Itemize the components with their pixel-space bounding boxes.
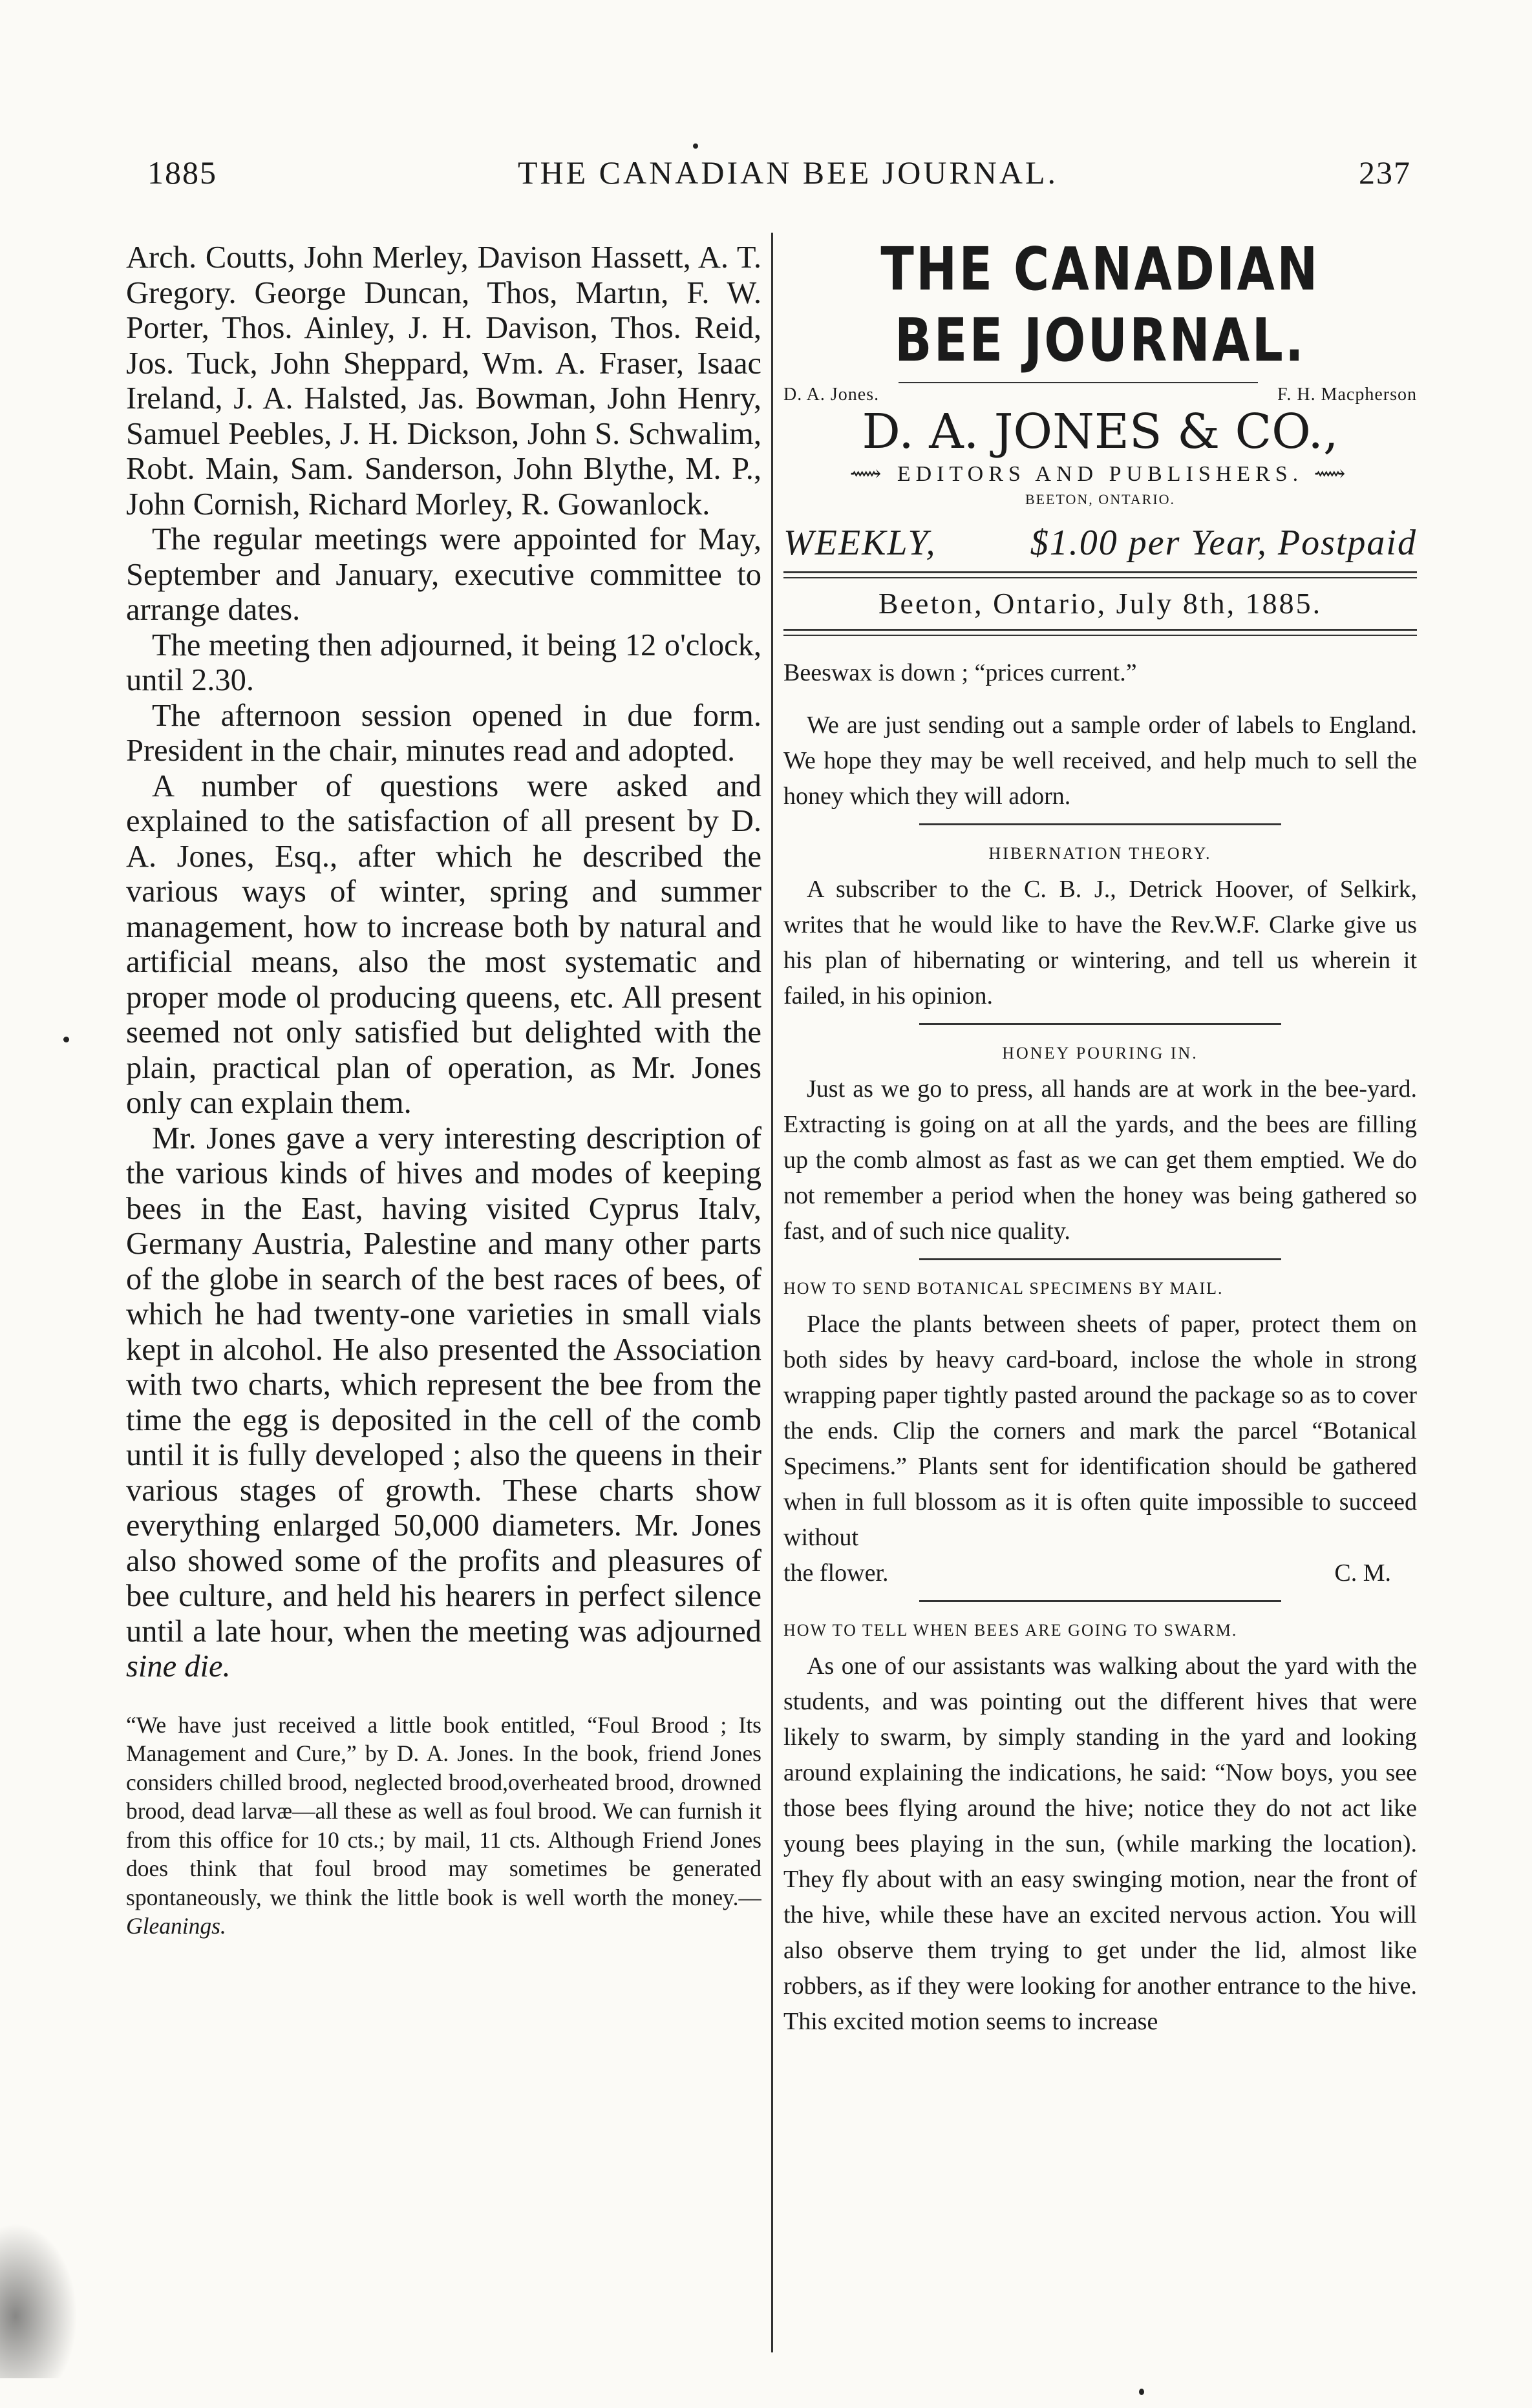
ornament-right: ⟿ bbox=[1314, 462, 1351, 486]
masthead-rule bbox=[899, 382, 1258, 383]
spacer bbox=[783, 639, 1417, 655]
botanical-heading: HOW TO SEND BOTANICAL SPECIMENS BY MAIL. bbox=[783, 1279, 1224, 1298]
section-rule bbox=[919, 1023, 1281, 1025]
botanical-body: Place the plants between sheets of paper, protect them on both sides by heavy card-board, inclose the whole in strong wrapping paper tightly pasted around the package so as to cover the ends. Clip the corners and mark the parcel “Botanical Specimens.” Plants sent for identification should be gathered when in full blossom as it is often quite impossible to succeed without bbox=[783, 1311, 1417, 1551]
botanical-last-line: the flower. bbox=[783, 1559, 889, 1587]
gleanings-quote bbox=[126, 1711, 761, 1941]
page-number: 237 bbox=[1359, 154, 1411, 191]
masthead-title: THE CANADIAN BEE JOURNAL. bbox=[880, 240, 1320, 375]
print-speck bbox=[693, 143, 698, 149]
publisher-name: D. A. JONES & CO., bbox=[862, 404, 1339, 459]
subscription-line bbox=[783, 517, 1417, 569]
running-head bbox=[147, 154, 1411, 206]
publisher-role-text: EDITORS AND PUBLISHERS. bbox=[897, 462, 1304, 486]
spacer bbox=[783, 691, 1417, 708]
adjourned-paragraph: The meeting then adjourned, it being 12 o'clock, until 2.30. bbox=[126, 628, 761, 697]
section-rule bbox=[919, 823, 1281, 825]
masthead-double-rule-bottom bbox=[783, 629, 1417, 636]
right-column bbox=[783, 240, 1417, 2367]
subscription-price: $1.00 per Year, Postpaid bbox=[1030, 523, 1417, 563]
issue-dateline: Beeton, Ontario, July 8th, 1885. bbox=[878, 587, 1323, 620]
afternoon-session-paragraph: The afternoon session opened in due form. President in the chair, minutes read and adopted. bbox=[126, 698, 761, 768]
publisher-role bbox=[783, 460, 1417, 489]
questions-paragraph: A number of questions were asked and explained to the satisfaction of all present by D. A. Jones, Esq., after which he described the various ways of winter, spring and summer management, how to increase both by natural and artificial means, also the most systematic and proper mode ol producing queens, etc. All present seemed not only satisfied but delighted with the plain, practical plan of operation, as Mr. Jones only can explain them. bbox=[126, 768, 761, 1120]
meetings-paragraph: The regular meetings were appointed for May, September and January, executive committee to arrange dates. bbox=[126, 522, 761, 627]
sine-die-italic: sine die. bbox=[126, 1649, 231, 1684]
print-speck bbox=[1139, 2389, 1144, 2395]
hibernation-heading: HIBERNATION THEORY. bbox=[988, 844, 1212, 863]
jones-description-text: Mr. Jones gave a very interesting description of the various kinds of hives and modes of keeping bees in the East, having visited Cyprus Italv, Germany Austria, Palestine and many other parts of the globe in search of the best races of bees, of which he had twenty-one varieties in small vials kept in alcohol. He also presented the Association with two charts, which represent the bee from the time the egg is deposited in the cell of the comb until it is fully developed ; also the queens in their various stages of growth. These charts show everything enlarged 50,000 diameters. Mr. Jones also showed some of the profits and pleasures of bee culture, and held his hearers in perfect silence until a late hour, when the meeting was adjourned bbox=[126, 1121, 761, 1649]
left-column bbox=[126, 240, 761, 2367]
quote-text: “We have just received a little book entitled, “Foul Brood ; Its Management and Cure,” by D. A. Jones. In the book, friend Jones considers chilled brood, neglected brood,overheated brood, drowned brood, dead larvæ—all these as well as foul brood. We can furnish it from this office for 10 cts.; by mail, 11 cts. Although Friend Jones does think that foul brood may sometimes be generated spontaneously, we think the little book is well worth the money.— bbox=[126, 1711, 761, 1910]
weekly-label: WEEKLY, bbox=[783, 523, 937, 563]
hibernation-body: A subscriber to the C. B. J., Detrick Hoover, of Selkirk, writes that he would like to have the Rev.W.F. Clarke give us his plan of hibernating or wintering, and tell us wherein it failed, in his opinion. bbox=[783, 876, 1417, 1009]
editor-right: F. H. Macpherson bbox=[1277, 384, 1417, 405]
labels-note: We are just sending out a sample order of labels to England. We hope they may be well received, and help much to sell the honey which they will adorn. bbox=[783, 712, 1417, 810]
journal-name: THE CANADIAN BEE JOURNAL. bbox=[517, 154, 1059, 191]
editor-left: D. A. Jones. bbox=[783, 384, 880, 405]
publisher-place: BEETON, ONTARIO. bbox=[1025, 491, 1176, 507]
quote-source: Gleanings. bbox=[126, 1913, 226, 1939]
beeswax-note: Beeswax is down ; “prices current.” bbox=[783, 659, 1137, 686]
swarm-heading: HOW TO TELL WHEN BEES ARE GOING TO SWARM. bbox=[783, 1621, 1238, 1640]
page-year: 1885 bbox=[147, 154, 217, 191]
column-divider bbox=[771, 233, 773, 2352]
section-rule bbox=[919, 1258, 1281, 1260]
honey-pouring-body: Just as we go to press, all hands are at work in the bee-yard. Extracting is going on at all the yards, and the bees are filling up the comb almost as fast as we can get them emptied. We do not remember a period when the honey was being gathered so fast, and of such nice quality. bbox=[783, 1075, 1417, 1245]
scan-smudge bbox=[0, 2223, 78, 2378]
masthead-double-rule-top bbox=[783, 571, 1417, 578]
honey-pouring-heading: HONEY POURING IN. bbox=[1002, 1044, 1198, 1062]
botanical-signature: C. M. bbox=[1334, 1559, 1391, 1587]
ornament-left: ⟿ bbox=[849, 462, 887, 486]
print-speck bbox=[63, 1037, 69, 1042]
botanical-signoff bbox=[783, 1556, 1417, 1591]
jones-description-paragraph bbox=[126, 1121, 761, 1685]
swarm-body: As one of our assistants was walking about the yard with the students, and was pointing out the different hives that were likely to swarm, by simply standing in the yard and looking around explaining the indications, he said: “Now boys, you see those bees flying around the hive; notice they do not act like young bees playing in the sun, (while marking the location). They fly about with an easy swinging motion, near the front of the hive, while these have an excited nervous action. You will also observe them trying to get under the lid, almost like robbers, as if they were looking for another entrance to the hive. This excited motion seems to increase bbox=[783, 1653, 1417, 2035]
section-rule bbox=[919, 1600, 1281, 1602]
member-list-paragraph: Arch. Coutts, John Merley, Davison Hassett, A. T. Gregory. George Duncan, Thos, Martın, F. W. Porter, Thos. Ainley, J. H. Davison, Thos. Reid, Jos. Tuck, John Sheppard, Wm. A. Fraser, Isaac Ireland, J. A. Halsted, Jas. Bowman, John Henry, Samuel Peebles, J. H. Dickson, John S. Schwalim, Robt. Main, Sam. Sanderson, John Blythe, M. P., John Cornish, Richard Morley, R. Gowanlock. bbox=[126, 240, 761, 522]
